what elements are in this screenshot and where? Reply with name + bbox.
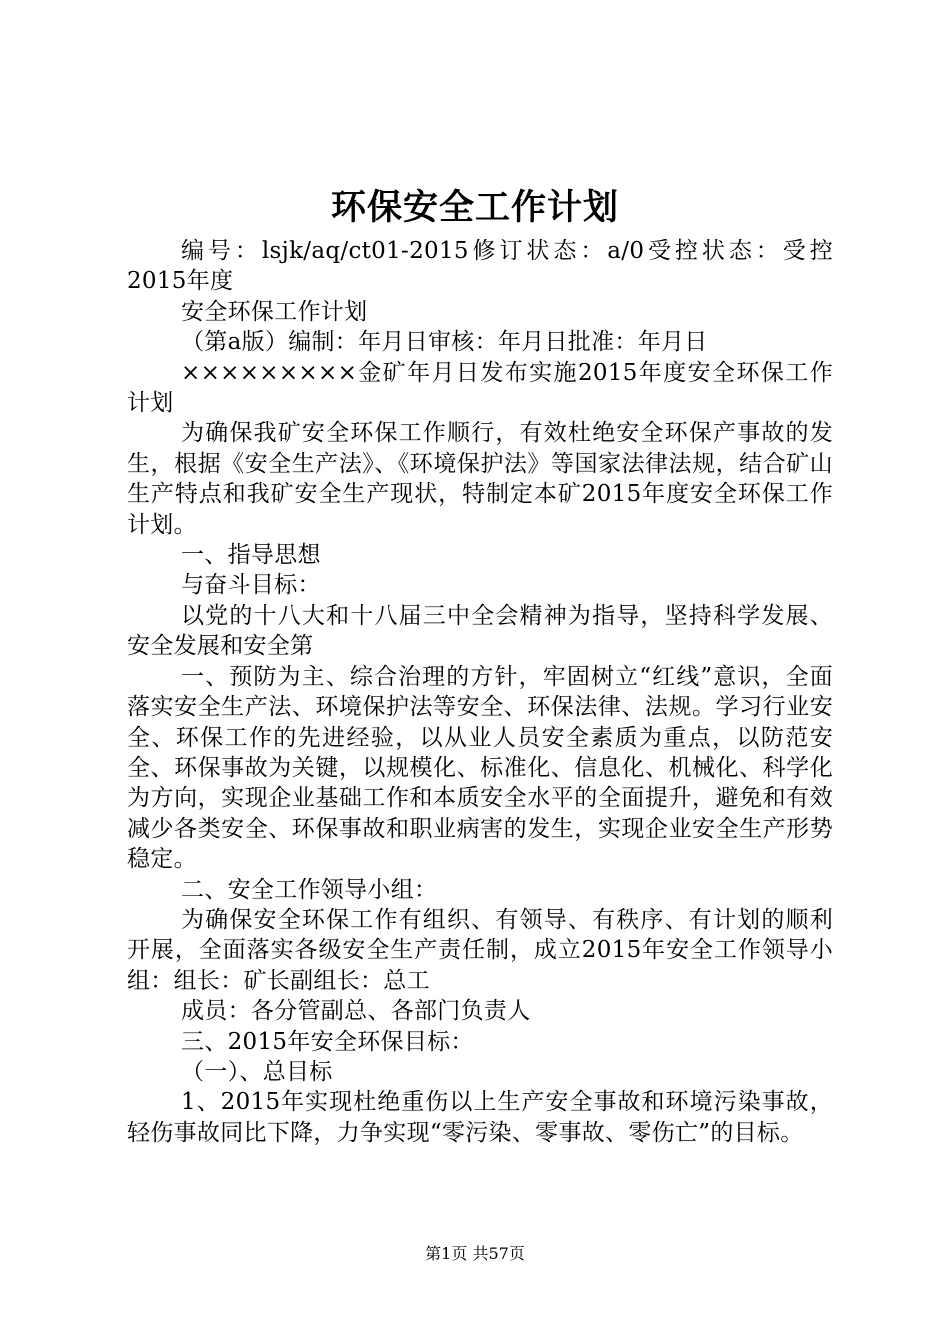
section-heading: 二、安全工作领导小组： xyxy=(181,876,438,903)
paragraph: 1、2015年实现杜绝重伤以上生产安全事故和环境污染事故，轻伤事故同比下降，力争实现“零污染、零事故、零伤亡”的目标。 xyxy=(127,1089,833,1146)
paragraph: 成员：各分管副总、各部门负责人 xyxy=(181,998,531,1025)
page-footer xyxy=(0,1242,950,1266)
page-number: 第1页 xyxy=(425,1244,468,1263)
paragraph: 与奋斗目标： xyxy=(181,572,321,599)
page-total: 共57页 xyxy=(472,1244,525,1263)
document-body xyxy=(127,236,833,1148)
paragraph: ×××××××××金矿年月日发布实施2015年度安全环保工作计划 xyxy=(127,359,833,417)
paragraph: 安全环保工作计划 xyxy=(181,298,368,325)
subsection-heading: （一）、总目标 xyxy=(181,1058,333,1085)
section-heading: 三、2015年安全环保目标： xyxy=(181,1028,474,1055)
paragraph: 为确保我矿安全环保工作顺行，有效杜绝安全环保产事故的发生，根据《安全生产法》、《环境保护法》等国家法律法规，结合矿山生产特点和我矿安全生产现状，特制定本矿2015年度安全环保工作计划。 xyxy=(127,420,833,538)
document-title: 环保安全工作计划 xyxy=(330,187,619,228)
paragraph: 为确保安全环保工作有组织、有领导、有秩序、有计划的顺利开展，全面落实各级安全生产责任制，成立2015年安全工作领导小组：组长：矿长副组长：总工 xyxy=(127,906,833,994)
section-heading: 一、指导思想 xyxy=(181,542,321,569)
paragraph: 以党的十八大和十八届三中全会精神为指导，坚持科学发展、安全发展和安全第 xyxy=(127,602,833,660)
paragraph: 一、预防为主、综合治理的方针，牢固树立“红线”意识，全面落实安全生产法、环境保护法等安全、环保法律、法规。学习行业安全、环保工作的先进经验，以从业人员安全素质为重点，以防范安全、环保事故为关键，以规模化、标准化、信息化、机械化、科学化为方向，实现企业基础工作和本质安全水平的全面提升，避免和有效减少各类安全、环保事故和职业病害的发生，实现企业安全生产形势稳定。 xyxy=(127,663,833,873)
paragraph: （第a版）编制：年月日审核：年月日批准：年月日 xyxy=(181,329,708,356)
doc-number-line: 编号：lsjk/aq/ct01-2015修订状态：a/0受控状态：受控2015年度 xyxy=(127,238,833,295)
